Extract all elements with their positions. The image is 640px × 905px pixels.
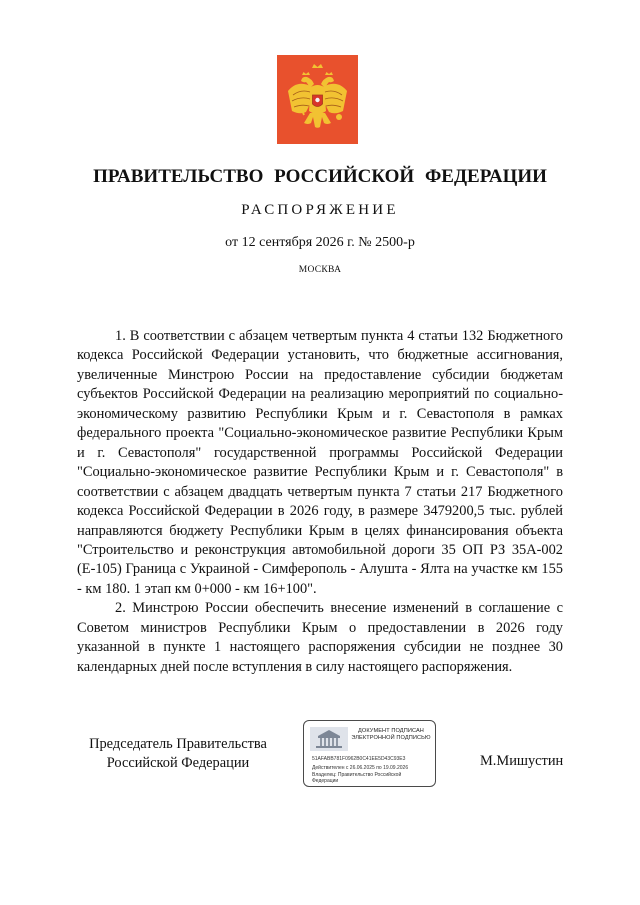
signer-position bbox=[78, 735, 278, 773]
paragraph-1: 1. В соответствии с абзацем четвертым пункта 4 статьи 132 Бюджетного кодекса Российской Федерации установить, что бюджетные ассигнования, увеличенные Минстрою России на предоставление субсидии бюджетам субъектов Российской Федерации на реализацию мероприятий по социально-экономическому развитию Республики Крым и г. Севастополя в рамках федерального проекта "Социально-экономическое развитие Республики Крым и г. Севастополя" государственной программы Российской Федерации "Социально-экономическое развитие Республики Крым и г. Севастополя" в соответствии с абзацем двадцать четвертым пункта 7 статьи 217 Бюджетного кодекса Российской Федерации в 2026 году, в размере 3479200,5 тыс. рублей направляются бюджету Республики Крым в целях финансирования объекта "Строительство и реконструкция автомобильной дороги 35 ОП РЗ 35А-002 (Е-105) Граница с Украиной - Симферополь - Алушта - Ялта на участке км 155 - км 180. 1 этап км 0+000 - км 16+100". bbox=[77, 328, 563, 597]
document-date-number: от 12 сентября 2026 г. № 2500-р bbox=[225, 235, 415, 250]
signer-position-line-1: Председатель Правительства bbox=[89, 736, 267, 752]
stamp-validity: Действителен с 26.06.2025 по 19.09.2026 bbox=[312, 765, 409, 771]
stamp-heading-line-2: ЭЛЕКТРОННОЙ ПОДПИСЬЮ bbox=[351, 735, 431, 741]
document-body bbox=[77, 327, 563, 677]
stamp-owner-line-1: Владелец: Правительство Российской bbox=[312, 772, 402, 778]
government-title: ПРАВИТЕЛЬСТВО РОССИЙСКОЙ ФЕДЕРАЦИИ bbox=[93, 166, 547, 187]
electronic-signature-stamp bbox=[303, 720, 436, 787]
signer-name: М.Мишустин bbox=[480, 753, 564, 769]
government-building-icon bbox=[310, 727, 348, 751]
stamp-owner-line-2: Федерации bbox=[312, 778, 339, 784]
stamp-heading-line-1: ДОКУМЕНТ ПОДПИСАН bbox=[358, 728, 424, 734]
stamp-certificate: 51AFABB781F0962B0C41EE5D43C93E3 bbox=[312, 756, 406, 762]
document-city: МОСКВА bbox=[298, 265, 342, 275]
coat-of-arms-emblem bbox=[277, 55, 358, 144]
double-headed-eagle-icon bbox=[277, 55, 358, 144]
paragraph-2: 2. Минстрою России обеспечить внесение изменений в соглашение с Советом министров Республики Крым о предоставлении в 2026 году указанной в пункте 1 настоящего распоряжения субсидии не позднее 30 календарных дней после вступления в силу настоящего распоряжения. bbox=[77, 600, 563, 675]
document-type: РАСПОРЯЖЕНИЕ bbox=[241, 202, 399, 218]
stamp-heading bbox=[348, 728, 434, 742]
signer-position-line-2: Российской Федерации bbox=[106, 755, 250, 771]
